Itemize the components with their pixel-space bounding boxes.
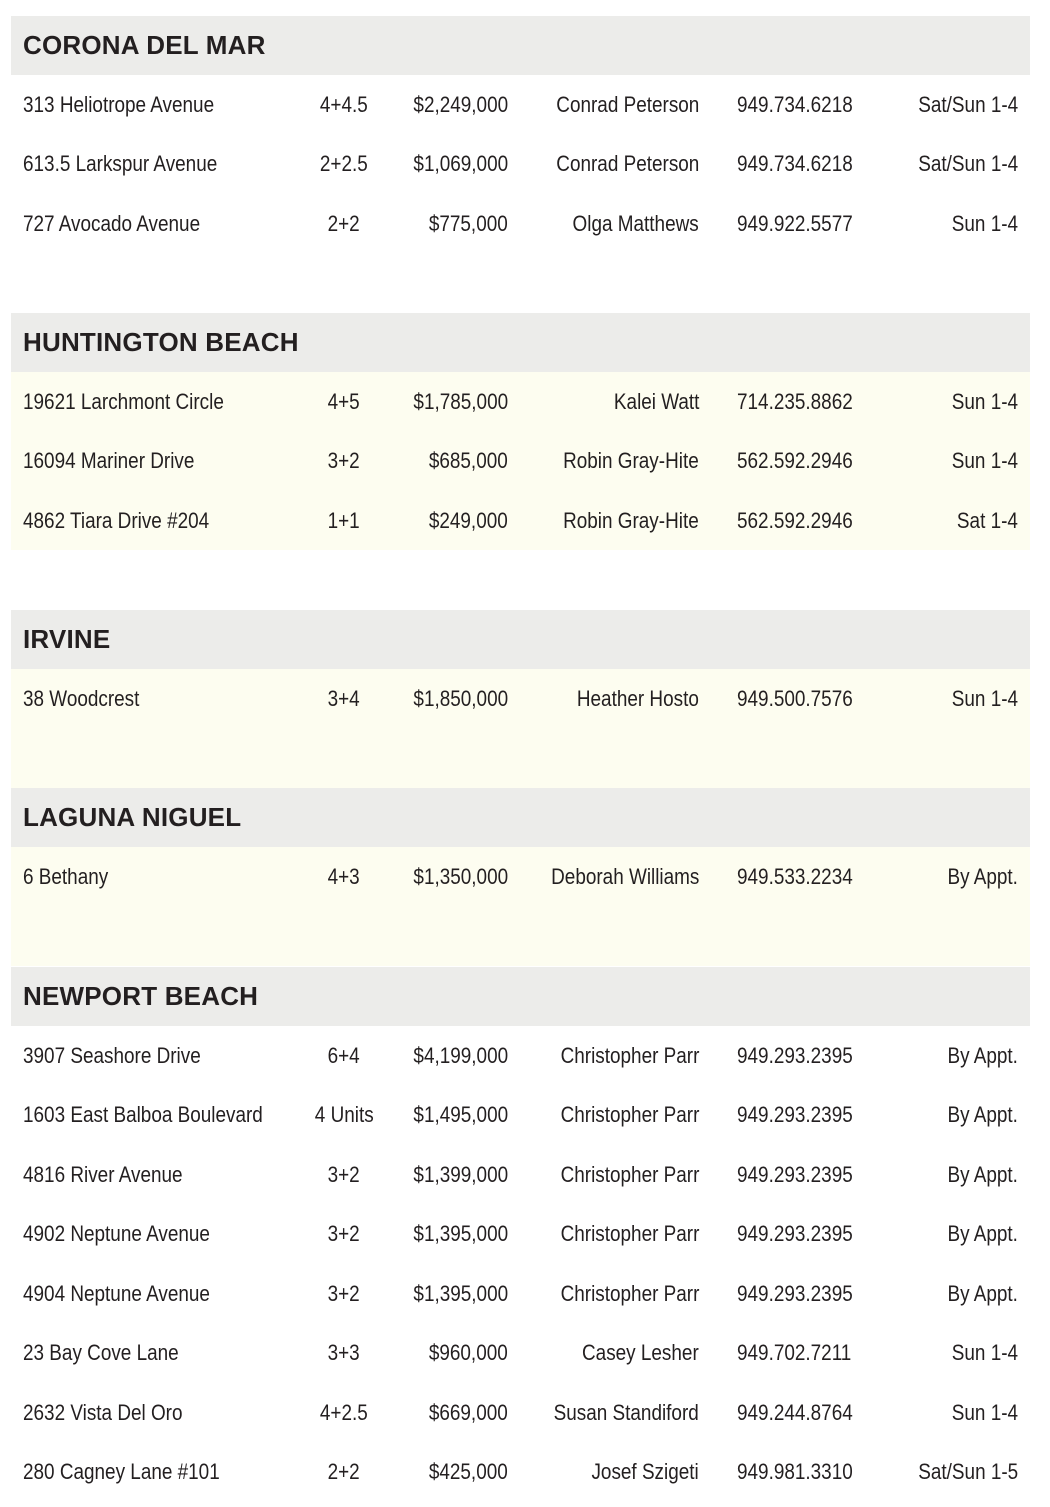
agent-name: Olga Matthews (572, 210, 699, 236)
open-house-time: By Appt. (947, 1042, 1018, 1068)
phone-number: 949.702.7211 (737, 1340, 852, 1366)
section-title: HUNTINGTON BEACH (11, 313, 1030, 372)
address: 4862 Tiara Drive #204 (23, 507, 210, 533)
listing-row (11, 1383, 1030, 1443)
address: 4902 Neptune Avenue (23, 1221, 210, 1247)
agent-name: Conrad Peterson (555, 91, 699, 117)
open-house-time: Sat/Sun 1-4 (918, 151, 1018, 177)
agent-name: Kalei Watt (613, 388, 699, 414)
beds-baths-value: 3+2 (327, 1161, 361, 1187)
listings (11, 1026, 1030, 1502)
listing-row (11, 1324, 1030, 1384)
listing-row (11, 194, 1030, 254)
address: 613.5 Larkspur Avenue (23, 151, 218, 177)
listing-row (11, 1205, 1030, 1265)
phone-number: 949.293.2395 (737, 1161, 853, 1187)
listing-row (11, 1026, 1030, 1086)
listing-row (11, 1145, 1030, 1205)
open-house-time: By Appt. (947, 1102, 1018, 1128)
listing-row (11, 847, 1030, 907)
phone-number: 949.244.8764 (737, 1399, 853, 1425)
phone-number: 949.922.5577 (737, 210, 853, 236)
phone-number: 949.734.6218 (737, 151, 853, 177)
address: 3907 Seashore Drive (23, 1042, 201, 1068)
beds-baths-value: 6+4 (327, 1042, 361, 1068)
agent-name: Josef Szigeti (591, 1459, 699, 1485)
section-title: CORONA DEL MAR (11, 16, 1030, 75)
phone-number: 949.981.3310 (737, 1459, 853, 1485)
open-house-time: Sat 1-4 (956, 507, 1018, 533)
phone-number: 949.293.2395 (737, 1042, 853, 1068)
listings (11, 75, 1030, 254)
open-house-time: By Appt. (947, 863, 1018, 889)
open-house-time: Sun 1-4 (951, 210, 1018, 236)
address: 1603 East Balboa Boulevard (23, 1102, 263, 1128)
open-house-time: Sun 1-4 (951, 1399, 1018, 1425)
beds-baths-value: 4+3 (327, 863, 361, 889)
listing-row (11, 669, 1030, 729)
open-house-time: Sun 1-4 (951, 1340, 1018, 1366)
price: $2,249,000 (413, 91, 508, 117)
beds-baths-value: 3+2 (327, 1221, 361, 1247)
price: $1,399,000 (413, 1161, 508, 1187)
price: $1,785,000 (413, 388, 508, 414)
listings (11, 372, 1030, 550)
section-title: NEWPORT BEACH (11, 967, 1030, 1026)
agent-name: Christopher Parr (560, 1042, 699, 1068)
agent-name: Christopher Parr (560, 1221, 699, 1247)
phone-number: 949.500.7576 (737, 685, 853, 711)
section-huntington-beach (11, 313, 1030, 550)
price: $960,000 (429, 1340, 508, 1366)
section-title: IRVINE (11, 610, 1030, 669)
address: 6 Bethany (23, 863, 109, 889)
listing-row (11, 1086, 1030, 1146)
agent-name: Susan Standiford (553, 1399, 699, 1425)
price: $775,000 (429, 210, 508, 236)
agent-name: Robin Gray-Hite (563, 448, 699, 474)
beds-baths-value: 4+5 (327, 388, 361, 414)
address: 4816 River Avenue (23, 1161, 183, 1187)
agent-name: Christopher Parr (560, 1161, 699, 1187)
address: 2632 Vista Del Oro (23, 1399, 183, 1425)
phone-number: 949.533.2234 (737, 863, 853, 889)
address: 38 Woodcrest (23, 685, 140, 711)
listing-row (11, 372, 1030, 432)
beds-baths-value: 2+2 (327, 210, 361, 236)
phone-number: 562.592.2946 (737, 507, 853, 533)
agent-name: Robin Gray-Hite (563, 507, 699, 533)
price: $1,395,000 (413, 1221, 508, 1247)
price: $1,495,000 (413, 1102, 508, 1128)
section-corona-del-mar (11, 16, 1030, 254)
price: $425,000 (429, 1459, 508, 1485)
address: 16094 Mariner Drive (23, 448, 195, 474)
agent-name: Casey Lesher (582, 1340, 699, 1366)
open-house-time: Sat/Sun 1-4 (918, 91, 1018, 117)
beds-baths-value: 4 Units (314, 1102, 374, 1128)
address: 280 Cagney Lane #101 (23, 1459, 220, 1485)
listing-row (11, 135, 1030, 195)
agent-name: Conrad Peterson (555, 151, 699, 177)
phone-number: 562.592.2946 (737, 448, 853, 474)
section-newport-beach (11, 967, 1030, 1502)
phone-number: 949.293.2395 (737, 1102, 853, 1128)
price: $685,000 (429, 448, 508, 474)
beds-baths-value: 3+2 (327, 448, 361, 474)
beds-baths-value: 3+4 (327, 685, 361, 711)
open-house-time: By Appt. (947, 1280, 1018, 1306)
address: 727 Avocado Avenue (23, 210, 201, 236)
agent-name: Deborah Williams (550, 863, 699, 889)
agent-name: Christopher Parr (560, 1280, 699, 1306)
beds-baths-value: 4+4.5 (320, 91, 368, 117)
open-house-time: Sun 1-4 (951, 388, 1018, 414)
address: 19621 Larchmont Circle (23, 388, 224, 414)
price: $1,850,000 (413, 685, 508, 711)
phone-number: 949.734.6218 (737, 91, 853, 117)
beds-baths-value: 1+1 (327, 507, 361, 533)
agent-name: Christopher Parr (560, 1102, 699, 1128)
section-irvine (11, 610, 1030, 788)
address: 313 Heliotrope Avenue (23, 91, 215, 117)
agent-name: Heather Hosto (577, 685, 699, 711)
phone-number: 949.293.2395 (737, 1221, 853, 1247)
listing-row (11, 432, 1030, 492)
beds-baths-value: 3+2 (327, 1280, 361, 1306)
listing-row (11, 491, 1030, 551)
price: $1,395,000 (413, 1280, 508, 1306)
section-title: LAGUNA NIGUEL (11, 788, 1030, 847)
beds-baths-value: 2+2.5 (320, 151, 368, 177)
open-house-time: Sun 1-4 (951, 685, 1018, 711)
open-house-time: Sat/Sun 1-5 (918, 1459, 1018, 1485)
open-house-time: By Appt. (947, 1161, 1018, 1187)
listing-row (11, 75, 1030, 135)
listing-row (11, 1264, 1030, 1324)
beds-baths-value: 3+3 (327, 1340, 361, 1366)
beds-baths-value: 2+2 (327, 1459, 361, 1485)
beds-baths-value: 4+2.5 (320, 1399, 368, 1425)
address: 4904 Neptune Avenue (23, 1280, 210, 1306)
open-house-time: By Appt. (947, 1221, 1018, 1247)
listing-row (11, 1443, 1030, 1503)
phone-number: 714.235.8862 (737, 388, 853, 414)
address: 23 Bay Cove Lane (23, 1340, 179, 1366)
section-laguna-niguel (11, 788, 1030, 966)
phone-number: 949.293.2395 (737, 1280, 853, 1306)
price: $1,069,000 (413, 151, 508, 177)
listings (11, 847, 1030, 966)
price: $1,350,000 (413, 863, 508, 889)
price: $4,199,000 (413, 1042, 508, 1068)
price: $249,000 (429, 507, 508, 533)
listings (11, 669, 1030, 788)
price: $669,000 (429, 1399, 508, 1425)
open-house-time: Sun 1-4 (951, 448, 1018, 474)
